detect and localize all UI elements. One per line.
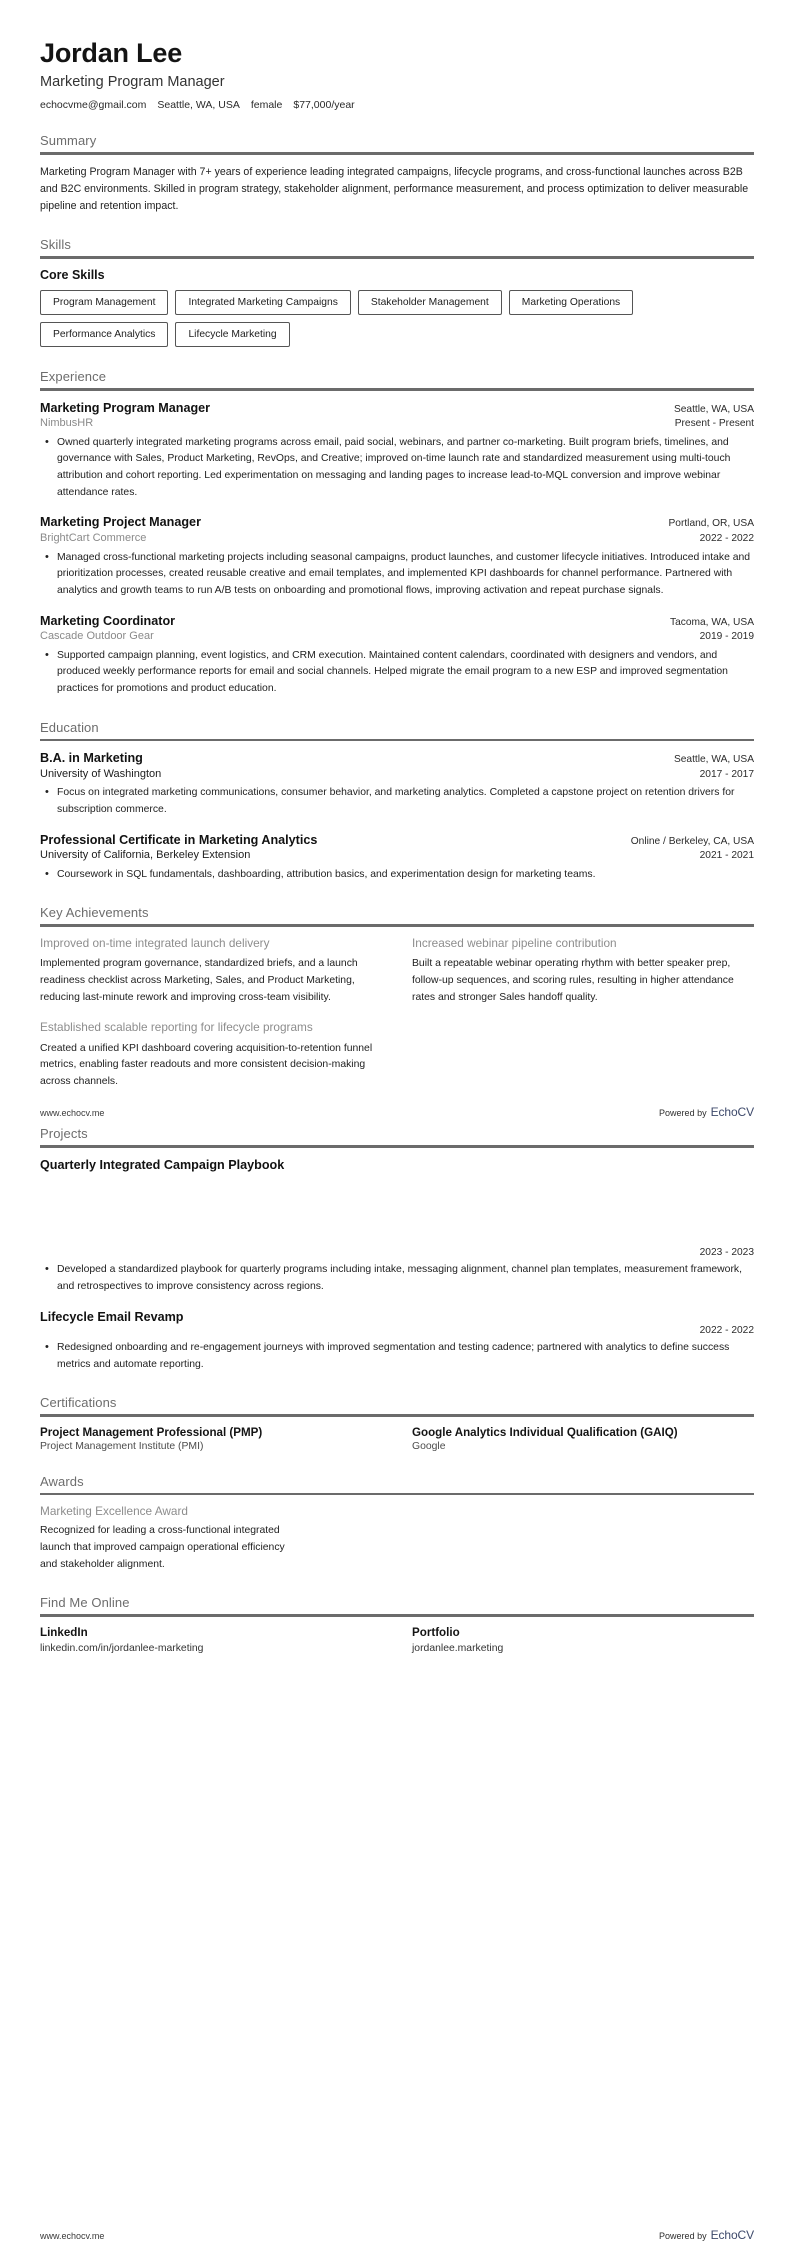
experience-entry-subheader: [40, 416, 754, 431]
section-experience: [40, 369, 754, 698]
certification-grid: [40, 1426, 754, 1452]
skill-group-title: Core Skills: [40, 267, 105, 282]
resume-header: [40, 38, 754, 111]
achievement-title: Increased webinar pipeline contribution: [412, 935, 617, 950]
section-divider: [40, 1493, 754, 1496]
achievement-item: [40, 936, 382, 1006]
section-divider: [40, 388, 754, 391]
school-name: University of Washington: [40, 767, 162, 780]
experience-entry-header: [40, 613, 754, 629]
achievement-column-left: [40, 936, 382, 1105]
footer-brand: [659, 1105, 754, 1119]
footer-brand-name: EchoCV: [710, 1105, 754, 1119]
skill-chip: Program Management: [40, 290, 168, 315]
footer-powered-by-label: Powered by: [659, 2231, 707, 2241]
contact-line: [40, 99, 754, 111]
job-bullet: • Supported campaign planning, event logistics, and CRM execution. Maintained content calendars, coordinated with designers and vendors, and produced weekly performance reports for email and social channels. Helped migrate the email program to a new ESP and improved segmentation practices for promotions and product education.: [55, 648, 754, 698]
link-label: Portfolio: [412, 1625, 460, 1639]
project-name: Lifecycle Email Revamp: [40, 1309, 184, 1324]
experience-entry-header: [40, 514, 754, 530]
project-dates: 2022 - 2022: [699, 1324, 754, 1336]
section-title-certifications: Certifications: [40, 1395, 117, 1411]
section-awards: [40, 1474, 754, 1573]
footer-brand: [659, 2228, 754, 2242]
section-certifications: [40, 1395, 754, 1452]
certification-issuer: Project Management Institute (PMI): [40, 1440, 204, 1452]
certification-name: Project Management Professional (PMP): [40, 1425, 263, 1439]
headline: Marketing Program Manager: [40, 74, 225, 91]
achievement-grid: [40, 936, 754, 1105]
education-entry-header: [40, 832, 754, 848]
section-title-education: Education: [40, 719, 99, 735]
section-education: [40, 720, 754, 884]
section-title-projects: Projects: [40, 1126, 88, 1142]
section-title-summary: Summary: [40, 133, 97, 149]
job-title: Marketing Program Manager: [40, 400, 211, 415]
project-bullets: [40, 1340, 754, 1373]
award-item: [40, 1504, 754, 1573]
job-title: Marketing Coordinator: [40, 613, 176, 628]
award-title: Marketing Excellence Award: [40, 1504, 188, 1519]
school-dates: 2021 - 2021: [699, 850, 754, 861]
section-divider: [40, 152, 754, 155]
experience-entry: [40, 613, 754, 698]
page-footer-top: [40, 1105, 754, 1119]
education-entry-header: [40, 750, 754, 766]
section-title-skills: Skills: [40, 237, 71, 253]
skill-chip: Integrated Marketing Campaigns: [175, 290, 350, 315]
award-body: Recognized for leading a cross-functional integrated launch that improved campaign operational efficiency and stakeholder alignment.: [40, 1525, 285, 1570]
section-divider: [40, 1614, 754, 1617]
education-bullet: • Focus on integrated marketing communications, consumer behavior, and marketing analytics. Completed a capstone project on retention drivers for subscription commerce.: [55, 785, 754, 818]
education-entry: [40, 832, 754, 884]
job-bullet: • Managed cross-functional marketing projects including seasonal campaigns, product launches, and customer lifecycle initiatives. Introduced intake and prioritization processes, created reusable creative and email templates, and implemented KPI dashboards for channel performance. Partnered with analytics and growth teams to run A/B tests on onboarding and promotional flows, improving activation and repeat purchase signals.: [55, 550, 754, 600]
summary-text: Marketing Program Manager with 7+ years of experience leading integrated campaigns, lifecycle programs, and cross-functional launches across B2B and B2C environments. Skilled in program strategy, stakeholder alignment, performance measurement, and process optimization to deliver measurable pipeline and retention impact.: [40, 165, 749, 212]
skill-chip: Marketing Operations: [509, 290, 633, 315]
contact-salary: $77,000/year: [293, 99, 355, 112]
section-title-links: Find Me Online: [40, 1595, 130, 1611]
page-footer-bottom: [40, 2228, 754, 2242]
achievement-item: [412, 936, 754, 1006]
school-name: University of California, Berkeley Extension: [40, 849, 251, 861]
job-company: BrightCart Commerce: [40, 531, 147, 544]
link-value[interactable]: jordanlee.marketing: [412, 1642, 504, 1654]
education-bullet: • Coursework in SQL fundamentals, dashboarding, attribution basics, and experimentation design for marketing teams.: [55, 867, 754, 884]
achievement-body: Built a repeatable webinar operating rhythm with better speaker prep, follow-up sequences, and scoring rules, resulting in higher attendance rates and stronger Sales handoff quality.: [412, 958, 734, 1003]
job-bullets: [40, 648, 754, 698]
project-entry-header: [40, 1157, 754, 1173]
page-break-gap: [40, 1173, 754, 1247]
achievement-title: Improved on-time integrated launch delivery: [40, 935, 270, 950]
contact-location: Seattle, WA, USA: [157, 99, 240, 112]
experience-entry-subheader: [40, 629, 754, 644]
job-location: Portland, OR, USA: [668, 518, 754, 530]
experience-entry-subheader: [40, 531, 754, 546]
job-bullets: [40, 435, 754, 502]
education-entry-subheader: [40, 848, 754, 863]
skill-chip: Stakeholder Management: [358, 290, 502, 315]
certification-name: Google Analytics Individual Qualification (GAIQ): [412, 1425, 678, 1439]
certification-item: [40, 1426, 382, 1452]
section-projects: [40, 1126, 754, 1373]
achievement-item: [40, 1020, 382, 1090]
education-entry-subheader: [40, 767, 754, 782]
project-entry: [40, 1309, 754, 1374]
education-bullets: [40, 867, 754, 884]
job-company: Cascade Outdoor Gear: [40, 629, 154, 642]
job-dates: Present - Present: [674, 418, 754, 429]
job-bullets: [40, 550, 754, 600]
education-bullets: [40, 785, 754, 818]
section-title-experience: Experience: [40, 369, 107, 385]
link-item-portfolio[interactable]: [412, 1626, 754, 1654]
footer-brand-name: EchoCV: [710, 2228, 754, 2242]
experience-entry-header: [40, 400, 754, 416]
project-bullet: • Developed a standardized playbook for quarterly programs including intake, messaging alignment, channel plan templates, measurement framework, and retrospectives to improve consistency across regions.: [55, 1262, 754, 1295]
section-summary: [40, 133, 754, 215]
achievement-body: Created a unified KPI dashboard covering acquisition-to-retention funnel metrics, enabling faster readouts and more consistent decision-making across channels.: [40, 1042, 373, 1087]
job-location: Seattle, WA, USA: [673, 403, 754, 415]
job-location: Tacoma, WA, USA: [670, 616, 754, 628]
school-dates: 2017 - 2017: [699, 768, 754, 780]
footer-site-url[interactable]: www.echocv.me: [40, 1108, 105, 1118]
achievement-body: Implemented program governance, standardized briefs, and a launch readiness checklist across Marketing, Sales, and Product Marketing, reducing last-minute rework and improving cross-team visibility.: [40, 958, 358, 1003]
link-grid: [40, 1626, 754, 1654]
school-location: Online / Berkeley, CA, USA: [630, 835, 754, 847]
certification-item: [412, 1426, 754, 1452]
skill-chip-list: [40, 290, 754, 348]
section-key-achievements: [40, 905, 754, 1104]
section-divider: [40, 1145, 754, 1148]
job-dates: 2019 - 2019: [699, 630, 754, 642]
section-title-achievements: Key Achievements: [40, 905, 149, 921]
project-bullet: • Redesigned onboarding and re-engagement journeys with improved segmentation and testing cadence; partnered with analytics to define success metrics and automate reporting.: [55, 1340, 754, 1373]
project-bullets: [40, 1262, 754, 1295]
link-item-linkedin[interactable]: [40, 1626, 382, 1654]
section-divider: [40, 1414, 754, 1417]
experience-entry: [40, 400, 754, 502]
link-value[interactable]: linkedin.com/in/jordanlee-marketing: [40, 1642, 204, 1654]
skill-chip: Performance Analytics: [40, 322, 168, 347]
achievement-title: Established scalable reporting for lifecycle programs: [40, 1020, 313, 1035]
section-divider: [40, 924, 754, 927]
degree-title: B.A. in Marketing: [40, 751, 143, 766]
section-divider: [40, 739, 754, 742]
project-dates: 2023 - 2023: [699, 1247, 754, 1259]
education-entry: [40, 750, 754, 818]
degree-title: Professional Certificate in Marketing Analytics: [40, 832, 318, 847]
contact-gender: female: [250, 99, 283, 112]
job-bullet: • Owned quarterly integrated marketing programs across email, paid social, webinars, and partner co-marketing. Built program briefs, timelines, and governance with Sales, Product Marketing, RevOps, and Creative; improved on-time launch rate and standardized measurement using multi-touch attribution and cohort reporting. Led experimentation on messaging and landing pages to increase lead-to-MQL conversion and improve webinar attendance rates.: [55, 435, 754, 502]
project-entry: [40, 1157, 754, 1296]
job-title: Marketing Project Manager: [40, 515, 201, 530]
page-title: Jordan Lee: [40, 38, 183, 68]
section-find-me-online: [40, 1595, 754, 1654]
project-entry-header: [40, 1309, 754, 1325]
skill-chip: Lifecycle Marketing: [175, 322, 289, 347]
certification-issuer: Google: [412, 1440, 446, 1452]
contact-email: echocvme@gmail.com: [40, 99, 147, 112]
footer-powered-by-label: Powered by: [659, 1108, 707, 1118]
job-dates: 2022 - 2022: [699, 532, 754, 544]
job-company: NimbusHR: [40, 417, 94, 429]
experience-entry: [40, 514, 754, 599]
section-divider: [40, 256, 754, 259]
project-name: Quarterly Integrated Campaign Playbook: [40, 1157, 285, 1172]
section-skills: [40, 237, 754, 347]
school-location: Seattle, WA, USA: [673, 754, 754, 766]
link-label: LinkedIn: [40, 1625, 88, 1639]
section-title-awards: Awards: [40, 1473, 84, 1489]
footer-site-url[interactable]: www.echocv.me: [40, 2231, 105, 2241]
achievement-column-right: [412, 936, 754, 1105]
